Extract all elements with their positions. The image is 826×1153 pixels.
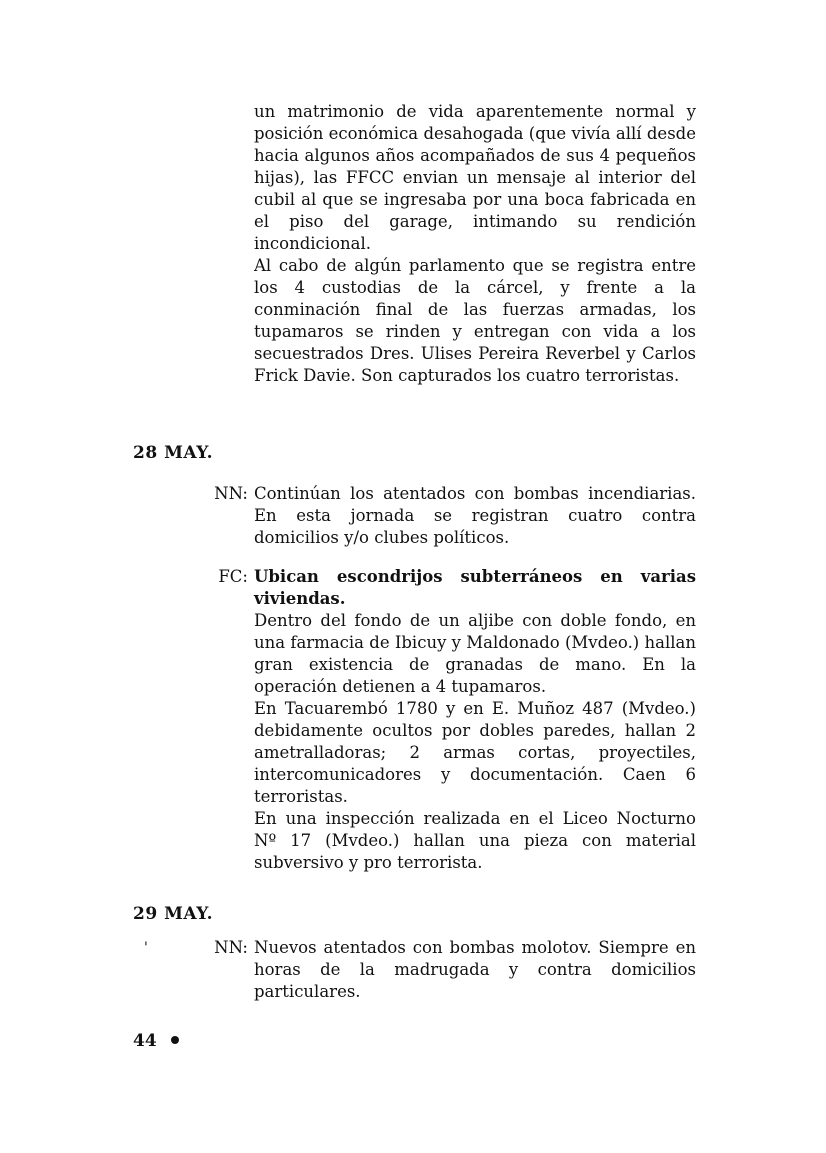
date-heading-29-may: 29 MAY. bbox=[133, 904, 214, 924]
intro-paragraph-2: Al cabo de algún parlamento que se registra entre los 4 custodias de la cárcel, y frente a la conminación final de las fuerzas armadas, los tupamaros se rinden y entregan con vida a los secuestrados Dres. Ulises Pereira Reverbel y Carlos Frick Davie. Son capturados los cuatro terroristas. bbox=[254, 256, 696, 385]
fc-entry-28-may bbox=[254, 566, 696, 874]
fc-paragraph-3: En una inspección realizada en el Liceo Nocturno Nº 17 (Mvdeo.) hallan una pieza con material subversivo y pro terrorista. bbox=[254, 809, 696, 872]
date-heading-28-may: 28 MAY. bbox=[133, 443, 214, 463]
page-number-text: 44 bbox=[133, 1031, 157, 1051]
intro-paragraph-1: un matrimonio de vida aparentemente normal y posición económica desahogada (que vivía allí desde hacia algunos años acompañados de sus 4 pequeños hijas), las FFCC envian un mensaje al interior del cubil al que se ingresaba por una boca fabricada en el piso del garage, intimando su rendición incondicional. bbox=[254, 102, 696, 253]
page-number bbox=[133, 1030, 179, 1052]
nn-text: Continúan los atentados con bombas incendiarias. En esta jornada se registran cuatro contra domicilios y/o clubes políticos. bbox=[254, 484, 696, 547]
stray-mark: ' bbox=[144, 940, 148, 956]
nn-tag: NN: bbox=[214, 484, 248, 503]
fc-tag: FC: bbox=[218, 567, 248, 586]
intro-text-block bbox=[254, 101, 696, 387]
fc-paragraph-2: En Tacuarembó 1780 y en E. Muñoz 487 (Mvdeo.) debidamente ocultos por dobles paredes, hallan 2 ametralladoras; 2 armas cortas, proyectiles, intercomunicadores y documentación. Caen 6 terroristas. bbox=[254, 699, 696, 806]
fc-paragraph-1: Dentro del fondo de un aljibe con doble fondo, en una farmacia de Ibicuy y Maldonado (Mvdeo.) hallan gran existencia de granadas de mano. En la operación detienen a 4 tupamaros. bbox=[254, 611, 696, 696]
bullet-icon bbox=[171, 1036, 179, 1044]
nn-entry-29-may bbox=[254, 937, 696, 1003]
fc-heading: Ubican escondrijos subterráneos en varias viviendas. bbox=[254, 567, 696, 608]
nn-entry-28-may bbox=[254, 483, 696, 549]
nn-text-29-may: Nuevos atentados con bombas molotov. Siempre en horas de la madrugada y contra domicilios particulares. bbox=[254, 938, 696, 1001]
nn-tag-29-may: NN: bbox=[214, 938, 248, 957]
